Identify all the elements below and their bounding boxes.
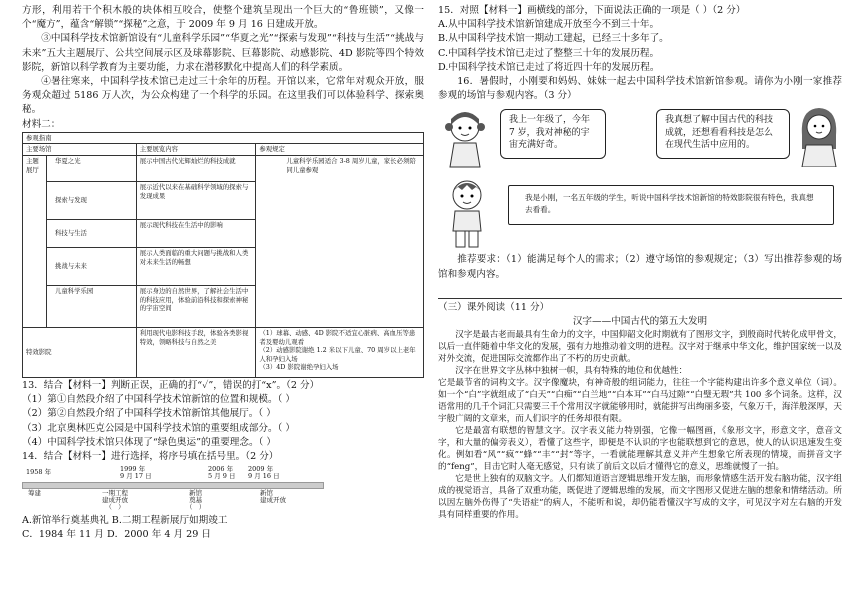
- theme-hall-cell: 主题展厅: [23, 156, 47, 328]
- dialogue-figure: [438, 105, 842, 253]
- material2-label: 材料二：: [22, 118, 61, 130]
- answer-space: [438, 282, 842, 298]
- timeline-event: 一期工程 建成开放 （ ）: [102, 489, 128, 512]
- timeline-event: 筹建: [28, 489, 41, 498]
- question-13-item: （1）第①自然段介绍了中国科学技术馆新馆的位置和规模。（ ）: [22, 394, 295, 406]
- venue-name: 科技与生活: [46, 220, 136, 248]
- left-column: [22, 0, 424, 543]
- question-15-option: C.中国科学技术馆已走过了整整三十年的发展历程。: [438, 47, 660, 59]
- col-venue-header: 主要场馆: [23, 144, 137, 156]
- material1-paragraph-4: ④暑往寒来，中国科学技术馆已走过三十余年的历程。开馆以来，它常年对观众开放，服务观众超过 5186 万人次，为公众构建了一个科学的乐园。在这里我们可以体验科学、探索奥秘。: [22, 76, 424, 116]
- article-paragraph: 它是最节省的词构文字。汉字像魔块，有神奇般的组词能力，往往一个字能构建出许多个意义单位（词）。如一个“白”字就组成了“白天”“白痴”“白兰地”“白本耳”“白马过隙”“白璧无瑕”共 100 多个词条。这样，汉语常用的几千个词汇只需要三千个常用汉字就能够用时，就能拼写出绚丽多姿，气象万千，海洋般深厚，天宇般广阔的文章来，而人们识字的任务却很有限。: [438, 378, 842, 425]
- question-13-item: （4）中国科学技术馆只体现了“绿色奥运”的重要理念。（ ）: [22, 436, 277, 448]
- question-15-option: D.中国科学技术馆已走过了将近四十年的发展历程。: [438, 61, 660, 73]
- timeline-date: 1958 年: [26, 468, 52, 477]
- article-paragraph: 它是最富有联想的智慧文字。汉字表义能力特别强，它像一幅图画，《象形文字，形意文字，意音文字，和大量的偏旁表义），看懂了这些字，即便是不认识的字也能联想到它的意思，使人的认识迅速发生变化。例如看“风”“疯”“蜂”“丰”“封”等字，一看就能理解其意义并产生想象它所表现的情境，而拼音文字的“feng”，目击它时人毫无感觉，只有读了前后文以后才懂得它的意义，思维就慢了一拍。: [438, 426, 842, 473]
- question-13-item: （3）北京奥林匹克公园是中国科学技术馆的重要组成部分。（ ）: [22, 422, 295, 434]
- answer-line: [438, 298, 842, 299]
- special-cinema-name: 特效影院: [23, 328, 137, 378]
- venue-content: 展示身边的自然世界，了解社会生活中的科技应用，体验前沿科技和探索神秘的宇宙空间: [136, 286, 256, 328]
- venue-name: 儿童科学乐园: [46, 286, 136, 328]
- timeline-date: 2009 年 9 月 16 日: [248, 465, 280, 481]
- timeline-event: 新馆 奠基 （ ）: [186, 489, 206, 512]
- question-15-option: A.从中国科学技术馆新馆建成开放至今不到三十年。: [438, 19, 660, 31]
- venue-content: 展示人类面临的重大问题与挑战和人类对未来生活的畅想: [136, 248, 256, 286]
- speech-bubble-xiaogang: 我是小刚，一名五年级的学生，听说中国科学技术馆新馆的特效影院很有特色，我真想去看看。: [508, 185, 834, 225]
- venue-name: 探索与发现: [46, 182, 136, 220]
- question-14-options: A.新馆举行奠基典礼 B.二期工程新展厅如期竣工: [22, 515, 228, 527]
- question-15-option: B.从中国科学技术馆一期动工建起，已经三十多年了。: [438, 33, 669, 45]
- timeline-date: 1999 年 9 月 17 日: [120, 465, 152, 481]
- question-16: 16．暑假时，小刚要和妈妈、妹妹一起去中国科学技术馆新馆参观。请你为小刚一家推荐参观的场馆与参观内容。（3 分）: [438, 76, 842, 102]
- special-cinema-rules: [256, 328, 424, 378]
- venue-content: 展示现代科技在生活中的影响: [136, 220, 256, 248]
- col-rules-header: 参观规定: [256, 144, 424, 156]
- venue-name: 挑战与未来: [46, 248, 136, 286]
- venue-content: 展示近代以来在基础科学领域的探索与发现成果: [136, 182, 256, 220]
- right-column: [438, 0, 842, 521]
- question-15: 15．对照【材料一】画横线的部分，下面说法正确的一项是（ ）（2 分）: [438, 5, 746, 16]
- recommendation-requirement: 推荐要求：（1）能满足每个人的需求；（2）遵守场馆的参观规定；（3）写出推荐参观的场馆和参观内容。: [438, 254, 842, 280]
- venue-content: 展示中国古代光辉灿烂的科技成就: [136, 156, 256, 182]
- col-content-header: 主要展览内容: [136, 144, 256, 156]
- special-cinema-content: 利用现代电影科技手段，体验各类影视特效，领略科技与自然之美: [136, 328, 256, 378]
- material1-paragraph-3: ③中国科学技术馆新馆设有“儿童科学乐园”“华夏之光”“探索与发现”“科技与生活”“挑战与未来”五大主题展厅、公共空间展示区及球幕影院、巨幕影院、动感影院、4D 影院等四个特效影院，新馆以科学教育为主要功能，力求在潜移默化中提高人们的科学素质。: [22, 33, 424, 73]
- mother-icon: [796, 105, 842, 167]
- question-13: 13．结合【材料一】判断正误，正确的打“✓”，错误的打“x”。（2 分）: [22, 380, 320, 392]
- speech-bubble-mother: 我真想了解中国古代的科技成就，还想看看科技是怎么在现代生活中应用的。: [656, 109, 790, 159]
- material1-paragraph-1: 方形，利用若干个积木般的块体相互咬合，使整个建筑呈现出一个巨大的“鲁班锁”，又像一个“魔方”，蕴含“解锁”“探秘”之意，于 2009 年 9 月 16 日建成开放。: [22, 5, 424, 31]
- visit-guide-table: [22, 132, 424, 378]
- question-13-item: （2）第②自然段介绍了中国科学技术馆新馆其他展厅。（ ）: [22, 408, 276, 420]
- article-paragraph: 汉字在世界文字丛林中独树一帜，具有特殊的地位和优越性：: [455, 366, 688, 377]
- venue-rules: 儿童科学乐园适合 3-8 周岁儿童，家长必须陪同儿童参观: [256, 156, 424, 328]
- guide-title: 参观指南: [23, 132, 424, 144]
- timeline-date: 2006 年 5 月 9 日: [208, 465, 236, 481]
- rule-line: （1）球幕、动感、4D 影院不适宜心脏病、高血压等患者及婴幼儿观看: [259, 329, 416, 346]
- rule-line: （3）4D 影院谢绝孕妇入场: [259, 363, 339, 372]
- xiaogang-boy-icon: [442, 175, 492, 249]
- section-3-heading: （三）课外阅读（11 分）: [438, 301, 550, 313]
- speech-bubble-sister: 我上一年级了，今年 7 岁，我对神秘的宇宙充满好奇。: [500, 109, 606, 159]
- little-sister-icon: [440, 107, 490, 169]
- article-paragraph: 汉字是最古老而最具有生命力的文字，中国仰韶文化时期就有了图形文字，到殷商时代转化成甲骨文，以后一直伴随着中华文化的发展，强有力地推动着文明的进程。汉字对于继承中华文化，维护国家统一以及对外交流，促进国际交流都作出了不朽的历史贡献。: [438, 330, 842, 365]
- question-14: 14．结合【材料一】进行选择，将序号填在括号里。（2 分）: [22, 451, 279, 463]
- rule-line: （2）动感影院谢绝 1.2 米以下儿童、70 周岁以上老年人和孕妇入场: [259, 346, 416, 363]
- article-title: 汉字——中国古代的第五大发明: [572, 316, 708, 328]
- question-14-options: C．1984 年 11 月 D．2000 年 4 月 29 日: [22, 529, 211, 541]
- venue-name: 华夏之光: [46, 156, 136, 182]
- timeline-bar: [22, 482, 324, 489]
- timeline-event: 新馆 建成开放: [260, 489, 286, 505]
- timeline-figure: [22, 466, 322, 512]
- article-paragraph: 它是世上独有的双脑文字。人们都知道语言逻辑思维开发左脑，而形象情感生活开发右脑功能，汉字组成的视觉语言，具备了双重功能，既促进了逻辑思维的发展，而文字图形又促进左脑的想象和情绪活动。所以因左脑外伤得了“失语症”的病人，不能听和说，却仍能看懂汉字写成的文字，可见汉字对左右脑的开发具有同样重要的作用。: [438, 474, 842, 521]
